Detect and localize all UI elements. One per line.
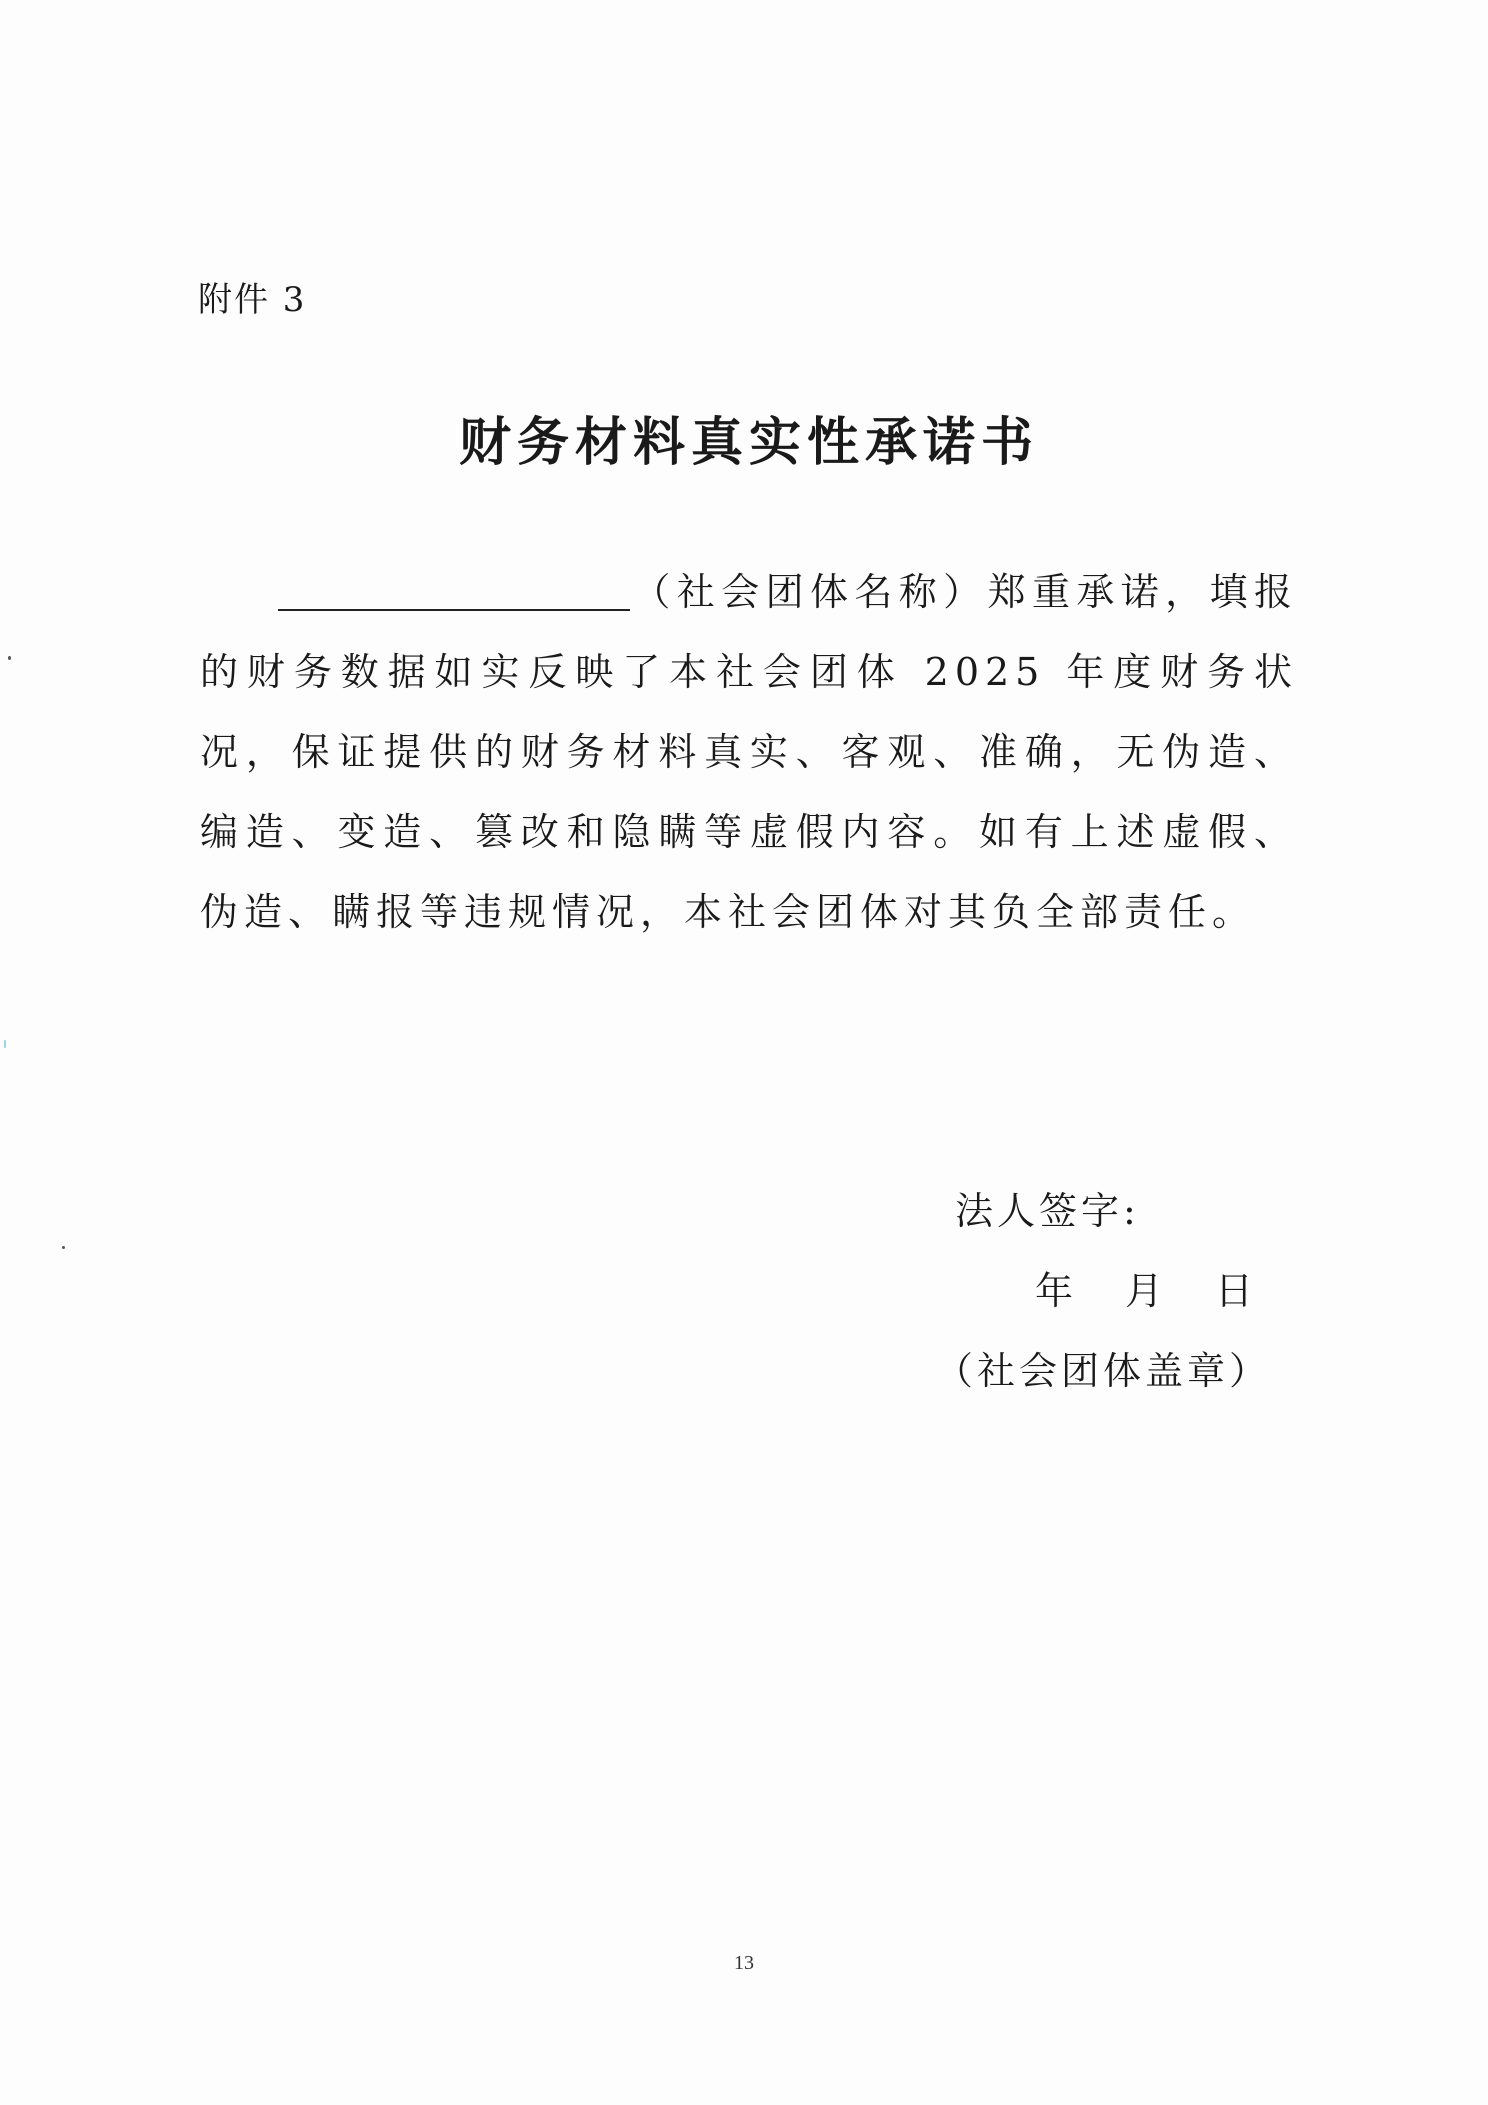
scan-speck: [4, 1040, 6, 1048]
scan-speck: [8, 656, 11, 660]
date-day-label: 日: [1215, 1269, 1258, 1313]
commitment-text: 郑重承诺，填报的财务数据如实反映了本社会团体 2025 年度财务状况，保证提供的财务材料真实、客观、准确，无伪造、编造、变造、篡改和隐瞒等虚假内容。如有上述虚假、伪造、瞒报等违规情况，本社会团体对其负全部责任。: [200, 570, 1298, 934]
attachment-label: 附件 3: [198, 280, 307, 320]
organization-name-blank: [278, 569, 630, 611]
organization-name-placeholder: （社会团体名称）: [632, 570, 988, 614]
scan-speck: [62, 1246, 65, 1249]
signature-date: [1035, 1260, 1257, 1315]
page-number: 13: [734, 1952, 754, 1974]
commitment-paragraph: [200, 552, 1298, 952]
legal-person-signature-label: 法人签字:: [955, 1189, 1140, 1233]
date-month-label: 月: [1125, 1269, 1168, 1313]
date-year-label: 年: [1035, 1269, 1078, 1313]
organization-seal-label: （社会团体盖章）: [935, 1349, 1272, 1393]
document-title: 财务材料真实性承诺书: [458, 412, 1039, 473]
